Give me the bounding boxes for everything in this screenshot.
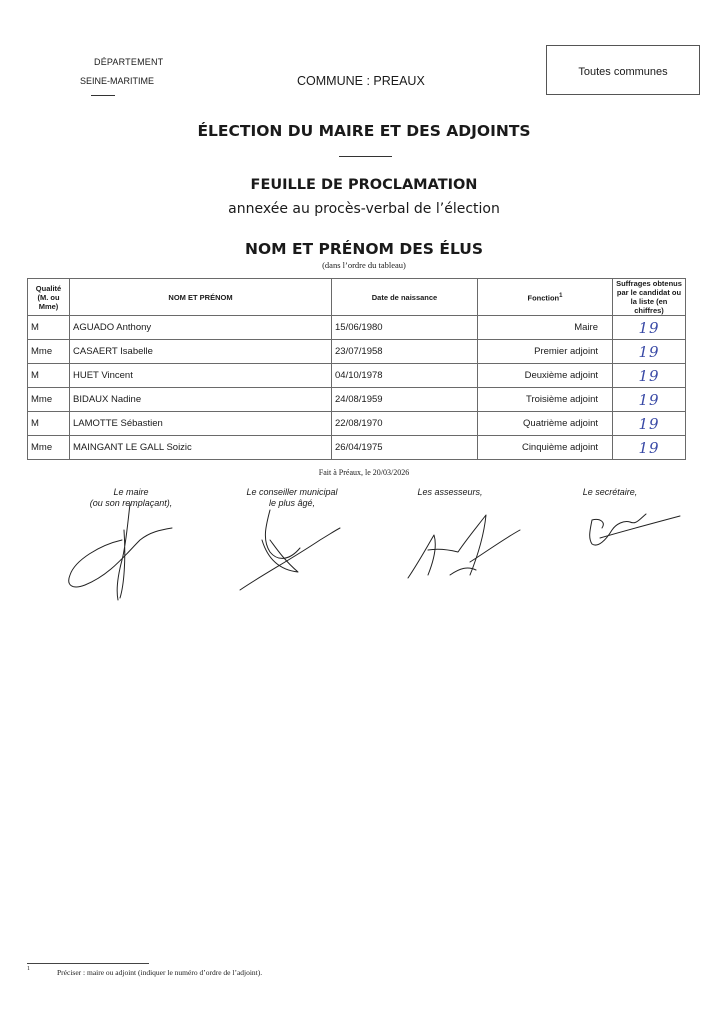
department-label: DÉPARTEMENT	[94, 57, 164, 67]
table-row	[28, 340, 686, 364]
cell-function: Premier adjoint	[478, 340, 613, 364]
department-name: SEINE-MARITIME	[80, 76, 155, 86]
header-name: NOM ET PRÉNOM	[70, 279, 332, 316]
elder-signature-label	[232, 487, 352, 509]
table-row	[28, 316, 686, 340]
cell-votes: 19	[613, 340, 686, 364]
mayor-signature-label	[76, 487, 186, 509]
cell-birth: 26/04/1975	[332, 436, 478, 460]
cell-birth: 04/10/1978	[332, 364, 478, 388]
footnote-text: Préciser : maire ou adjoint (indiquer le numéro d’ordre de l’adjoint).	[57, 968, 263, 977]
elder-label-line2: le plus âgé,	[268, 498, 316, 508]
footnote-ref: 1	[559, 292, 563, 299]
cell-qualite: M	[28, 316, 70, 340]
place-date: Fait à Préaux, le 20/03/2026	[318, 468, 410, 477]
table-row	[28, 388, 686, 412]
cell-qualite: M	[28, 364, 70, 388]
cell-function: Cinquième adjoint	[478, 436, 613, 460]
department-divider	[91, 95, 115, 96]
header-votes: Suffrages obtenus par le candidat ou la liste (en chiffres)	[613, 279, 686, 316]
mayor-label-line2: (ou son remplaçant),	[89, 498, 173, 508]
table-row	[28, 436, 686, 460]
title-divider	[339, 156, 392, 157]
assessors-signature-label: Les assesseurs,	[417, 487, 483, 497]
cell-qualite: Mme	[28, 340, 70, 364]
cell-qualite: M	[28, 412, 70, 436]
header-function	[478, 279, 613, 316]
cell-votes: 19	[613, 436, 686, 460]
cell-function: Troisième adjoint	[478, 388, 613, 412]
secretary-signature	[590, 514, 680, 545]
page-title: ÉLECTION DU MAIRE ET DES ADJOINTS	[197, 122, 531, 140]
cell-function: Deuxième adjoint	[478, 364, 613, 388]
elder-label-line1: Le conseiller municipal	[246, 487, 338, 497]
cell-name: BIDAUX Nadine	[70, 388, 332, 412]
cell-function: Quatrième adjoint	[478, 412, 613, 436]
cell-birth: 24/08/1959	[332, 388, 478, 412]
table-row	[28, 412, 686, 436]
header-qualite: Qualité (M. ou Mme)	[28, 279, 70, 316]
table-header-row	[28, 279, 686, 316]
cell-votes: 19	[613, 364, 686, 388]
cell-birth: 15/06/1980	[332, 316, 478, 340]
elder-signature	[240, 510, 340, 590]
secretary-signature-label: Le secrétaire,	[582, 487, 638, 497]
cell-name: LAMOTTE Sébastien	[70, 412, 332, 436]
footnote-number: 1	[27, 966, 30, 972]
commune-name: COMMUNE : PREAUX	[297, 74, 425, 88]
cell-name: HUET Vincent	[70, 364, 332, 388]
cell-votes: 19	[613, 412, 686, 436]
cell-votes: 19	[613, 388, 686, 412]
cell-qualite: Mme	[28, 436, 70, 460]
cell-qualite: Mme	[28, 388, 70, 412]
cell-name: CASAERT Isabelle	[70, 340, 332, 364]
header-birth: Date de naissance	[332, 279, 478, 316]
cell-birth: 22/08/1970	[332, 412, 478, 436]
cell-votes: 19	[613, 316, 686, 340]
order-note: (dans l’ordre du tableau)	[322, 260, 406, 270]
header-function-label: Fonction	[527, 293, 560, 303]
table-row	[28, 364, 686, 388]
assessors-signature	[408, 515, 520, 578]
cell-name: MAINGANT LE GALL Soizic	[70, 436, 332, 460]
sheet-subtitle: annexée au procès-verbal de l’élection	[228, 201, 500, 217]
footnote-divider	[27, 963, 149, 964]
mayor-label-line1: Le maire	[113, 487, 149, 497]
elected-table	[27, 278, 686, 460]
cell-birth: 23/07/1958	[332, 340, 478, 364]
cell-function: Maire	[478, 316, 613, 340]
elected-title: NOM ET PRÉNOM DES ÉLUS	[244, 240, 484, 258]
cell-name: AGUADO Anthony	[70, 316, 332, 340]
scope-box: Toutes communes	[546, 45, 700, 95]
sheet-title: FEUILLE DE PROCLAMATION	[250, 177, 478, 193]
mayor-signature	[69, 504, 172, 600]
